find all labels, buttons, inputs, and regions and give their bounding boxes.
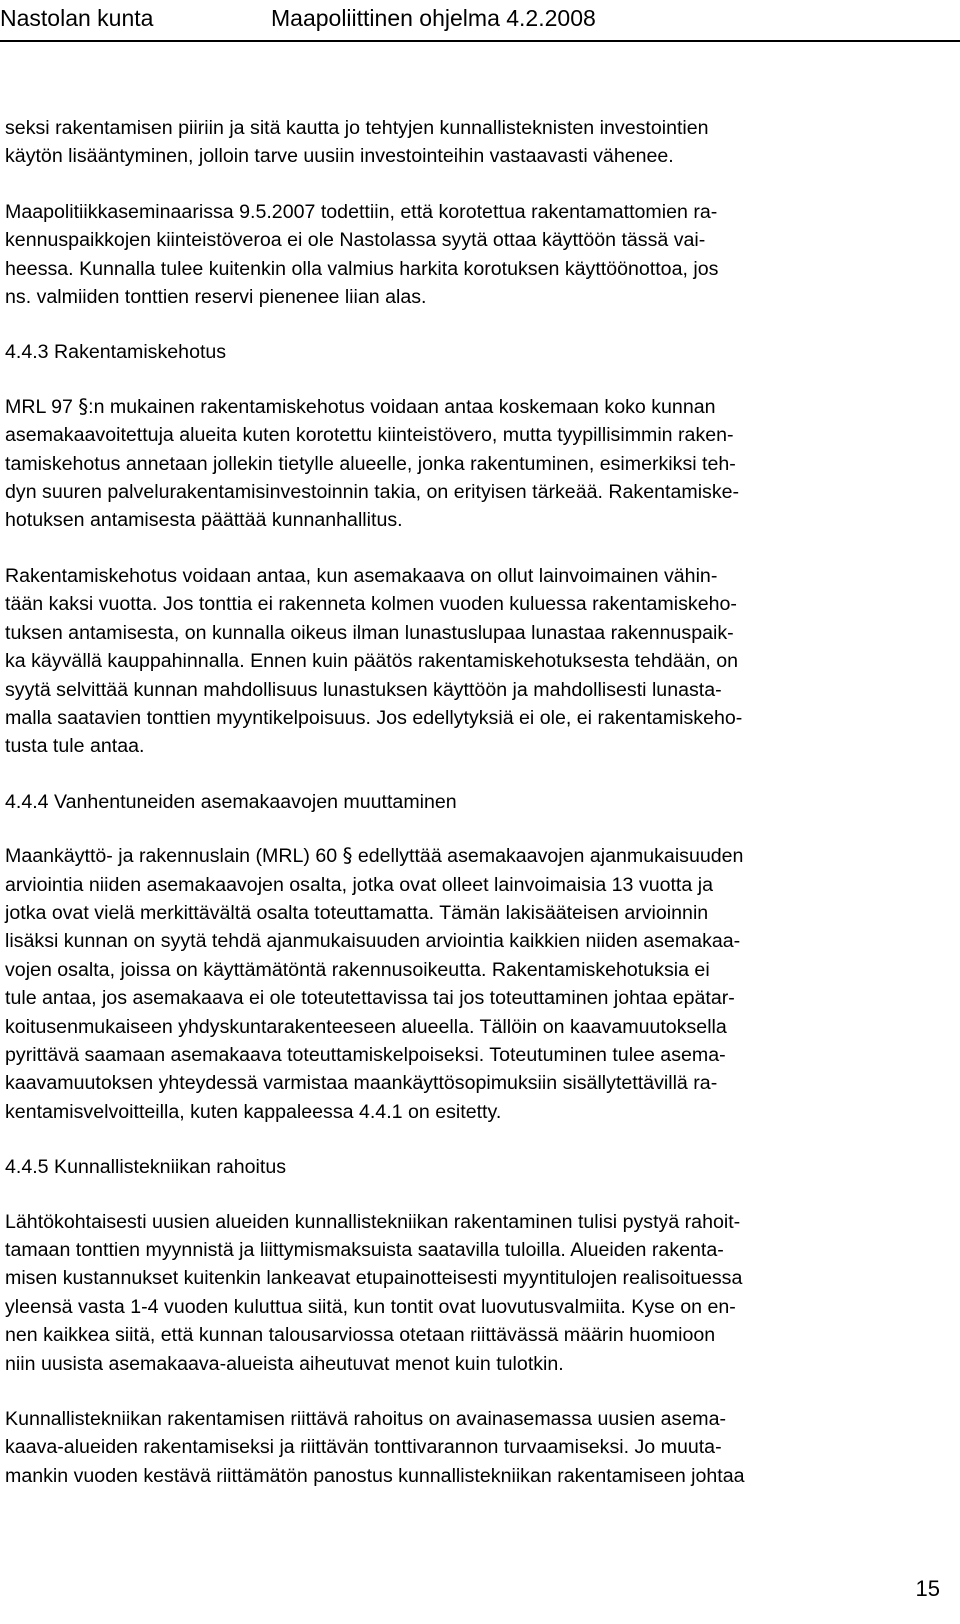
- text-line: koitusenmukaiseen yhdyskuntarakenteeseen alueella. Tällöin on kaavamuutoksella: [5, 1015, 727, 1038]
- section-sign: §: [78, 394, 89, 418]
- section-sign: §: [342, 844, 353, 868]
- text-line: hotuksen antamisesta päättää kunnanhallitus.: [5, 509, 403, 532]
- text-line: Lähtökohtaisesti uusien alueiden kunnallistekniikan rakentaminen tulisi pystyä rahoit-: [5, 1210, 741, 1233]
- text-line: heessa. Kunnalla tulee kuitenkin olla valmius harkita korotuksen käyttöönottoa, jos: [5, 257, 719, 280]
- text-fragment: MRL 97: [5, 395, 79, 418]
- header-document-title: Maapoliittinen ohjelma 4.2.2008: [271, 5, 596, 31]
- header-rule: [0, 40, 960, 42]
- paragraph-6: [5, 1208, 947, 1378]
- text-line: syytä selvittää kunnan mahdollisuus lunastuksen käyttöön ja mahdollisesti lunasta-: [5, 678, 722, 701]
- header-organization: Nastolan kunta: [0, 5, 154, 31]
- text-line: tusta tule antaa.: [5, 735, 145, 758]
- text-line: pyrittävä saamaan asemakaava toteuttamiskelpoiseksi. Toteutuminen tulee asema-: [5, 1043, 726, 1066]
- paragraph-3: [5, 393, 947, 535]
- text-line: arviointia niiden asemakaavojen osalta, jotka ovat olleet lainvoimaisia 13 vuotta ja: [5, 873, 713, 896]
- page-body: [5, 114, 947, 1517]
- text-line: [5, 842, 947, 870]
- page-header: [0, 0, 960, 60]
- page-number: 15: [915, 1576, 940, 1601]
- text-line: seksi rakentamisen piiriin ja sitä kautta jo tehtyjen kunnallisteknisten investointien: [5, 117, 709, 139]
- text-line: misen kustannukset kuitenkin lankeavat etupainotteisesti myyntitulojen realisoituessa: [5, 1267, 743, 1290]
- paragraph-1: [5, 114, 947, 171]
- text-line: kaavamuutoksen yhteydessä varmistaa maankäyttösopimuksiin sisällytettävillä ra-: [5, 1072, 718, 1095]
- text-fragment: :n mukainen rakentamiskehotus voidaan antaa koskemaan koko kunnan: [88, 395, 716, 418]
- text-line: vojen osalta, joissa on käyttämätöntä rakennusoikeutta. Rakentamiskehotuksia ei: [5, 958, 710, 981]
- text-line: lisäksi kunnan on syytä tehdä ajanmukaisuuden arviointia kaikkien niiden asemakaa-: [5, 930, 741, 953]
- text-line: malla saatavien tonttien myyntikelpoisuus. Jos edellytyksiä ei ole, ei rakentamiskeho-: [5, 706, 743, 729]
- text-line: tule antaa, jos asemakaava ei ole toteutettavissa tai jos toteuttaminen johtaa epätar-: [5, 987, 735, 1010]
- section-heading-4-4-4: 4.4.4 Vanhentuneiden asemakaavojen muuttaminen: [5, 790, 457, 813]
- text-line: käytön lisääntyminen, jolloin tarve uusiin investointeihin vastaavasti vähenee.: [5, 145, 674, 168]
- text-line: dyn suuren palvelurakentamisinvestoinnin takia, on erityisen tärkeää. Rakentamiske-: [5, 481, 740, 504]
- section-heading-4-4-5: 4.4.5 Kunnallistekniikan rahoitus: [5, 1156, 287, 1179]
- text-line: tään kaksi vuotta. Jos tonttia ei rakenneta kolmen vuoden kuluessa rakentamiskeho-: [5, 593, 737, 616]
- text-line: Kunnallistekniikan rakentamisen riittävä rahoitus on avainasemassa uusien asema-: [5, 1408, 726, 1431]
- paragraph-7: [5, 1405, 947, 1490]
- text-line: kaava-alueiden rakentamiseksi ja riittävän tonttivarannon turvaamiseksi. Jo muuta-: [5, 1436, 722, 1459]
- text-line: nen kaikkea siitä, että kunnan talousarviossa otetaan riittävässä määrin huomioon: [5, 1324, 716, 1347]
- text-line: Rakentamiskehotus voidaan antaa, kun asemakaava on ollut lainvoimainen vähin-: [5, 564, 718, 587]
- text-line: niin uusista asemakaava-alueista aiheutuvat menot kuin tulotkin.: [5, 1352, 564, 1375]
- text-line: jotka ovat vielä merkittävältä osalta toteuttamatta. Tämän lakisääteisen arvioinnin: [5, 901, 709, 924]
- text-line: tuksen antamisesta, on kunnalla oikeus ilman lunastuslupaa lunastaa rakennuspaik-: [5, 621, 734, 644]
- paragraph-4: [5, 562, 947, 761]
- text-line: tamiskehotus annetaan jollekin tietylle alueelle, jonka rakentuminen, esimerkiksi teh-: [5, 452, 736, 475]
- text-line: [5, 393, 947, 421]
- text-line: Maapolitiikkaseminaarissa 9.5.2007 todettiin, että korotettua rakentamattomien ra-: [5, 200, 718, 223]
- text-fragment: edellyttää asemakaavojen ajanmukaisuuden: [352, 845, 744, 868]
- text-line: kentamisvelvoitteilla, kuten kappaleessa 4.4.1 on esitetty.: [5, 1100, 502, 1123]
- text-line: ka käyvällä kauppahinnalla. Ennen kuin päätös rakentamiskehotuksesta tehdään, on: [5, 650, 739, 673]
- text-line: ns. valmiiden tonttien reservi pienenee liian alas.: [5, 286, 427, 309]
- paragraph-5: [5, 842, 947, 1126]
- text-line: yleensä vasta 1-4 vuoden kuluttua siitä, kun tontit ovat luovutusvalmiita. Kyse on en-: [5, 1295, 736, 1318]
- paragraph-2: [5, 198, 947, 312]
- text-line: mankin vuoden kestävä riittämätön panostus kunnallistekniikan rakentamiseen johtaa: [5, 1464, 745, 1487]
- section-heading-4-4-3: 4.4.3 Rakentamiskehotus: [5, 341, 227, 364]
- text-line: asemakaavoitettuja alueita kuten korotettu kiinteistövero, mutta tyypillisimmin raken-: [5, 424, 734, 447]
- text-line: tamaan tonttien myynnistä ja liittymismaksuista saatavilla tuloilla. Alueiden rakenta-: [5, 1239, 724, 1261]
- text-line: kennuspaikkojen kiinteistöveroa ei ole Nastolassa syytä ottaa käyttöön tässä vai-: [5, 229, 706, 252]
- text-fragment: Maankäyttö- ja rakennuslain (MRL) 60: [5, 845, 343, 868]
